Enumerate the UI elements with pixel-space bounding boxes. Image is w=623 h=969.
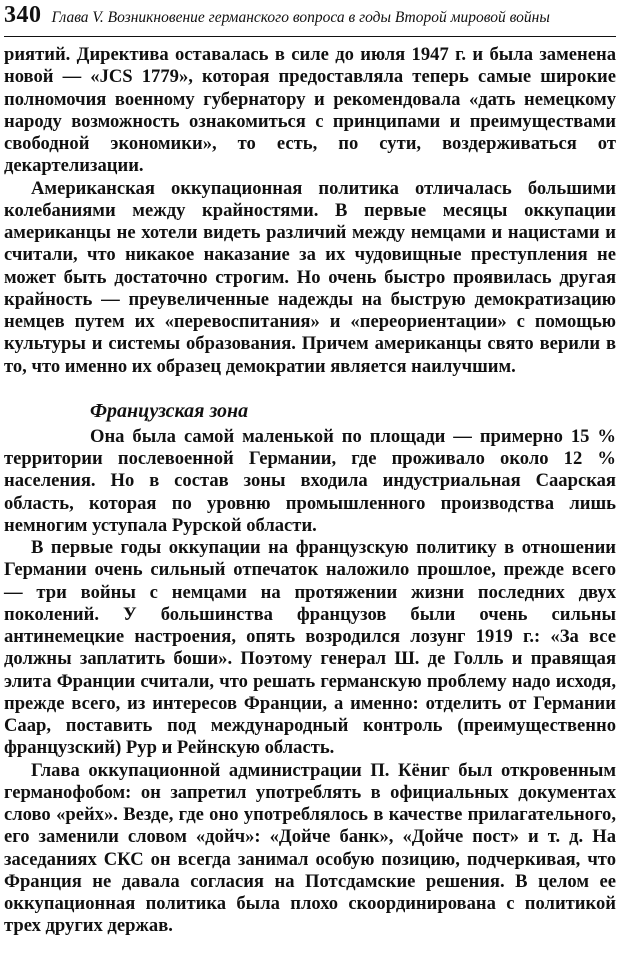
body-text: [4, 44, 616, 938]
section-heading: Французская зона: [90, 399, 249, 422]
paragraph-american-policy: Американская оккупационная политика отличалась большими колебаниями между крайностями. В первые месяцы оккупации американцы не хотели видеть различий между немцами и нацистами и считали, что никакое наказание за их чудовищные преступления не может быть достаточно строгим. Но очень быстро проявилась другая крайность — преувеличенные надежды на быструю демократизацию немцев путем их «перевоспитания» и «переориентации» с помощью культуры и системы образования. Причем американцы свято верили в то, что именно их образец демократии является наилучшим.: [4, 177, 616, 377]
paragraph-french-policy: В первые годы оккупации на французскую политику в отношении Германии очень сильный отпечаток наложило прошлое, прежде всего — три войны с немцами на протяжении жизни последних двух поколений. У большинства французов были очень сильны антинемецкие настроения, опять возродился лозунг 1919 г.: «За все должны заплатить боши». Поэтому генерал Ш. де Голль и правящая элита Франции считали, что решать германскую проблему надо исходя, прежде всего, из интересов Франции, а именно: отделить от Германии Саар, поставить под международный контроль (преимущественно французский) Рур и Рейнскую область.: [4, 537, 616, 759]
running-title: Глава V. Возникновение германского вопроса в годы Второй мировой войны: [51, 9, 550, 26]
page-number: 340: [4, 2, 42, 28]
paragraph-continuation: риятий. Директива оставалась в силе до июля 1947 г. и была заменена новой — «JCS 1779», которая предоставляла теперь самые широкие полномочия военному губернатору и рекомендовала «дать немецкому народу возможность ознакомиться с принципами и преимуществами свободной экономики», то есть, по сути, воздерживаться от декартелизации.: [4, 44, 616, 177]
paragraph-zone-size: Она была самой маленькой по площади — примерно 15 % территории послевоенной Германии, где проживало около 12 % населения. Но в состав зоны входила индустриальная Саарская область, которая по уровню промышленного производства лишь немногим уступала Рурской области.: [4, 425, 616, 536]
header-rule: [4, 36, 616, 37]
page-header: [4, 2, 616, 36]
paragraph-koenig: Глава оккупационной администрации П. Кёниг был откровенным германофобом: он запретил употреблять в официальных документах слово «рейх». Везде, где оно употреблялось в качестве прилагательного, его заменили словом «дойч»: «Дойче банк», «Дойче пост» и т. д. На заседаниях СКС он всегда занимал особую позицию, подчеркивая, что Франция не давала согласия на Потсдамские решения. В целом ее оккупационная политика была плохо скоординирована с политикой трех других держав.: [4, 759, 616, 937]
